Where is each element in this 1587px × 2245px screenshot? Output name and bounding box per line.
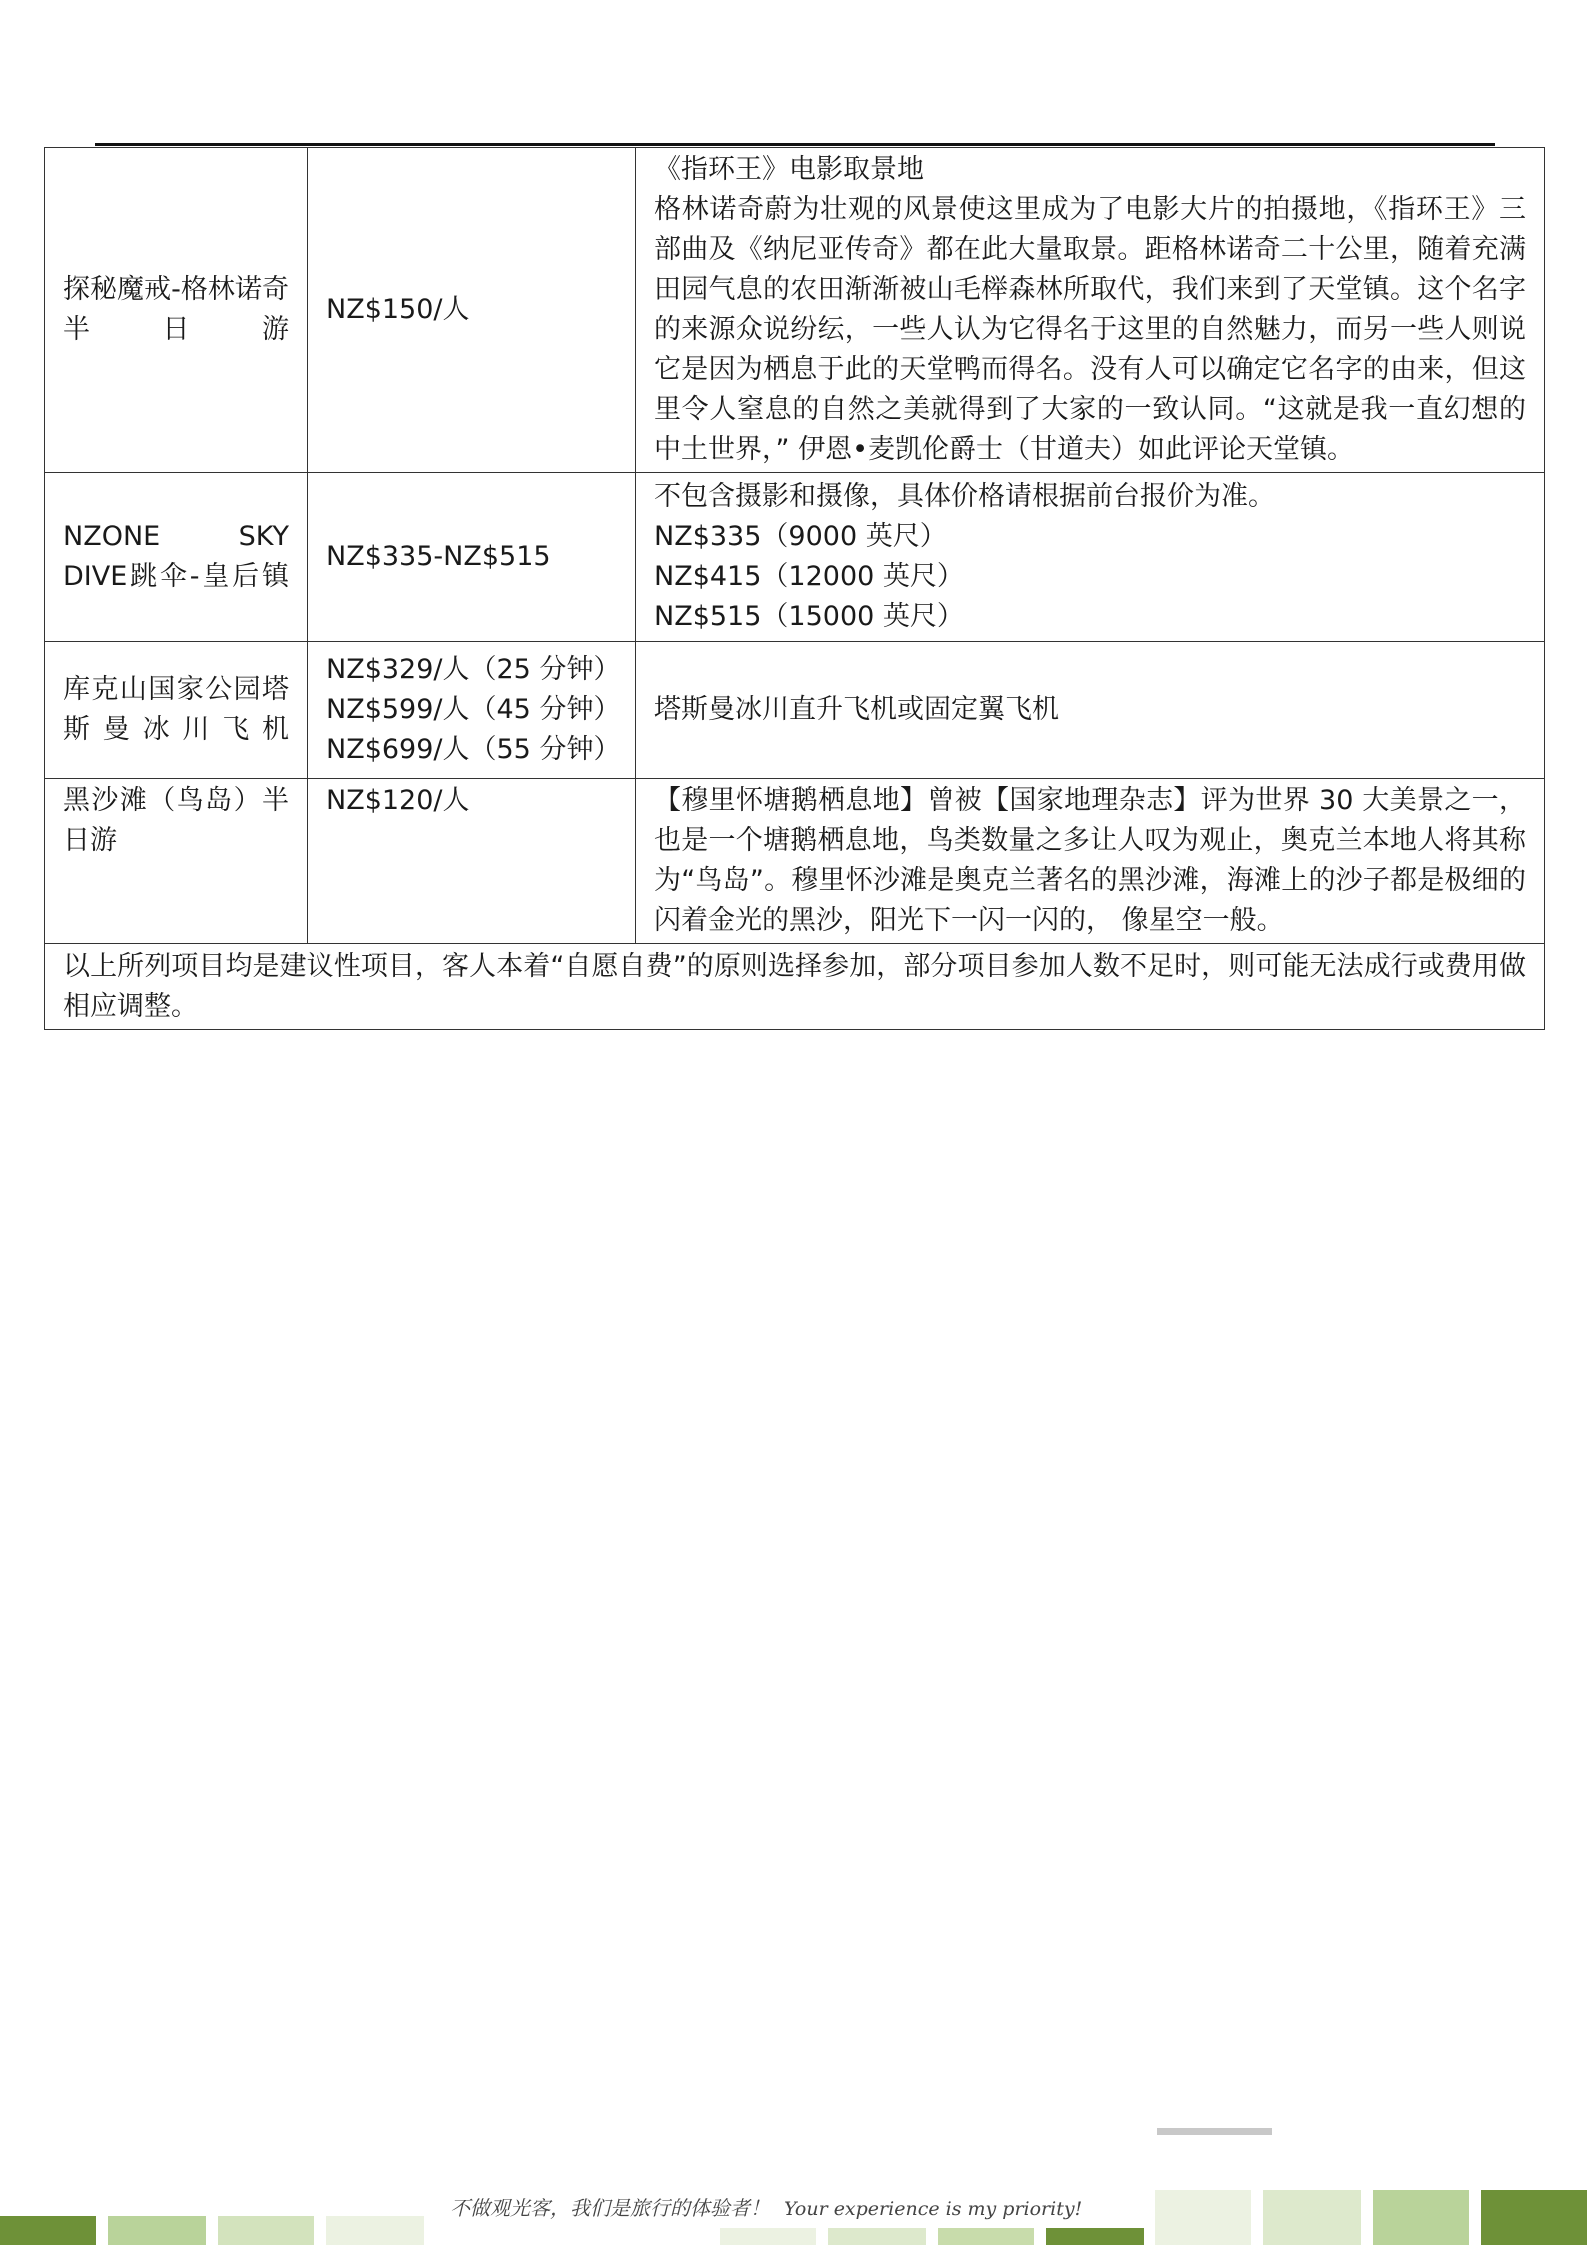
scroll-indicator: [1157, 2128, 1272, 2135]
price-line: NZ$599/人（45 分钟）: [326, 694, 621, 725]
price-line: NZ$329/人（25 分钟）: [326, 654, 621, 685]
activity-price: [308, 473, 636, 642]
activity-name: 探秘魔戒-格林诺奇半日游: [45, 148, 308, 473]
footer-block-light: [1263, 2190, 1361, 2245]
footer-block-pale: [326, 2216, 424, 2245]
footer-block-light: [828, 2228, 926, 2245]
activity-price: [308, 148, 636, 473]
price-line: NZ$120/人: [326, 785, 470, 816]
table-row: [45, 642, 1545, 779]
description-heading: 《指环王》电影取景地: [654, 154, 924, 185]
description-price-option: NZ$415（12000 英尺）: [654, 561, 964, 592]
table-row: [45, 148, 1545, 473]
description-price-option: NZ$515（15000 英尺）: [654, 601, 964, 632]
price-line: NZ$150/人: [326, 294, 470, 325]
footer-block-light: [218, 2216, 314, 2245]
slogan-chinese: 不做观光客，我们是旅行的体验者！: [450, 2196, 770, 2220]
description-price-option: NZ$335（9000 英尺）: [654, 521, 947, 552]
activity-description: [636, 642, 1545, 779]
activity-price: [308, 779, 636, 944]
table-row: [45, 944, 1545, 1030]
header-rule: [95, 143, 1495, 146]
footer-block-dark: [0, 2216, 96, 2245]
footer-block-mid: [1373, 2190, 1469, 2245]
description-text: 格林诺奇蔚为壮观的风景使这里成为了电影大片的拍摄地，《指环王》三部曲及《纳尼亚传奇》都在此大量取景。距格林诺奇二十公里，随着充满田园气息的农田渐渐被山毛榉森林所取代，我们来到了天堂镇。这个名字的来源众说纷纭，一些人认为它得名于这里的自然魅力，而另一些人则说它是因为栖息于此的天堂鸭而得名。没有人可以确定它名字的由来，但这里令人窒息的自然之美就得到了大家的一致认同。“这就是我一直幻想的中土世界，” 伊恩•麦凯伦爵士（甘道夫）如此评论天堂镇。: [654, 194, 1526, 465]
price-line: NZ$699/人（55 分钟）: [326, 734, 621, 765]
activity-description: [636, 148, 1545, 473]
footer-slogan: [450, 2192, 1130, 2226]
table-row: [45, 779, 1545, 944]
optional-activities-table: [44, 147, 1545, 1030]
description-text: 【穆里怀塘鹅栖息地】曾被【国家地理杂志】评为世界 30 大美景之一，也是一个塘鹅栖息地，鸟类数量之多让人叹为观止，奥克兰本地人将其称为“鸟岛”。穆里怀沙滩是奥克兰著名的黑沙滩，海滩上的沙子都是极细的闪着金光的黑沙，阳光下一闪一闪的， 像星空一般。: [654, 785, 1526, 936]
footer-block-dark: [1481, 2190, 1587, 2245]
footer-block-pale: [720, 2228, 816, 2245]
table-row: [45, 473, 1545, 642]
price-line: NZ$335-NZ$515: [326, 541, 551, 572]
activity-price: [308, 642, 636, 779]
footer-block-dark: [1046, 2228, 1144, 2245]
description-text: 塔斯曼冰川直升飞机或固定翼飞机: [654, 694, 1059, 725]
activity-description: [636, 473, 1545, 642]
activity-name: 黑沙滩（鸟岛）半日游: [45, 779, 308, 944]
table-footnote: 以上所列项目均是建议性项目，客人本着“自愿自费”的原则选择参加，部分项目参加人数不足时，则可能无法成行或费用做相应调整。: [45, 944, 1545, 1030]
description-text: 不包含摄影和摄像，具体价格请根据前台报价为准。: [654, 481, 1275, 512]
activity-name: 库克山国家公园塔斯曼冰川飞机: [45, 642, 308, 779]
footer-block-pale: [1155, 2190, 1251, 2245]
activity-description: [636, 779, 1545, 944]
footer-block-mid: [108, 2216, 206, 2245]
slogan-english: Your experience is my priority!: [784, 2198, 1083, 2220]
footer-block-mid: [938, 2228, 1034, 2245]
activity-name: NZONE SKY DIVE跳伞-皇后镇: [45, 473, 308, 642]
